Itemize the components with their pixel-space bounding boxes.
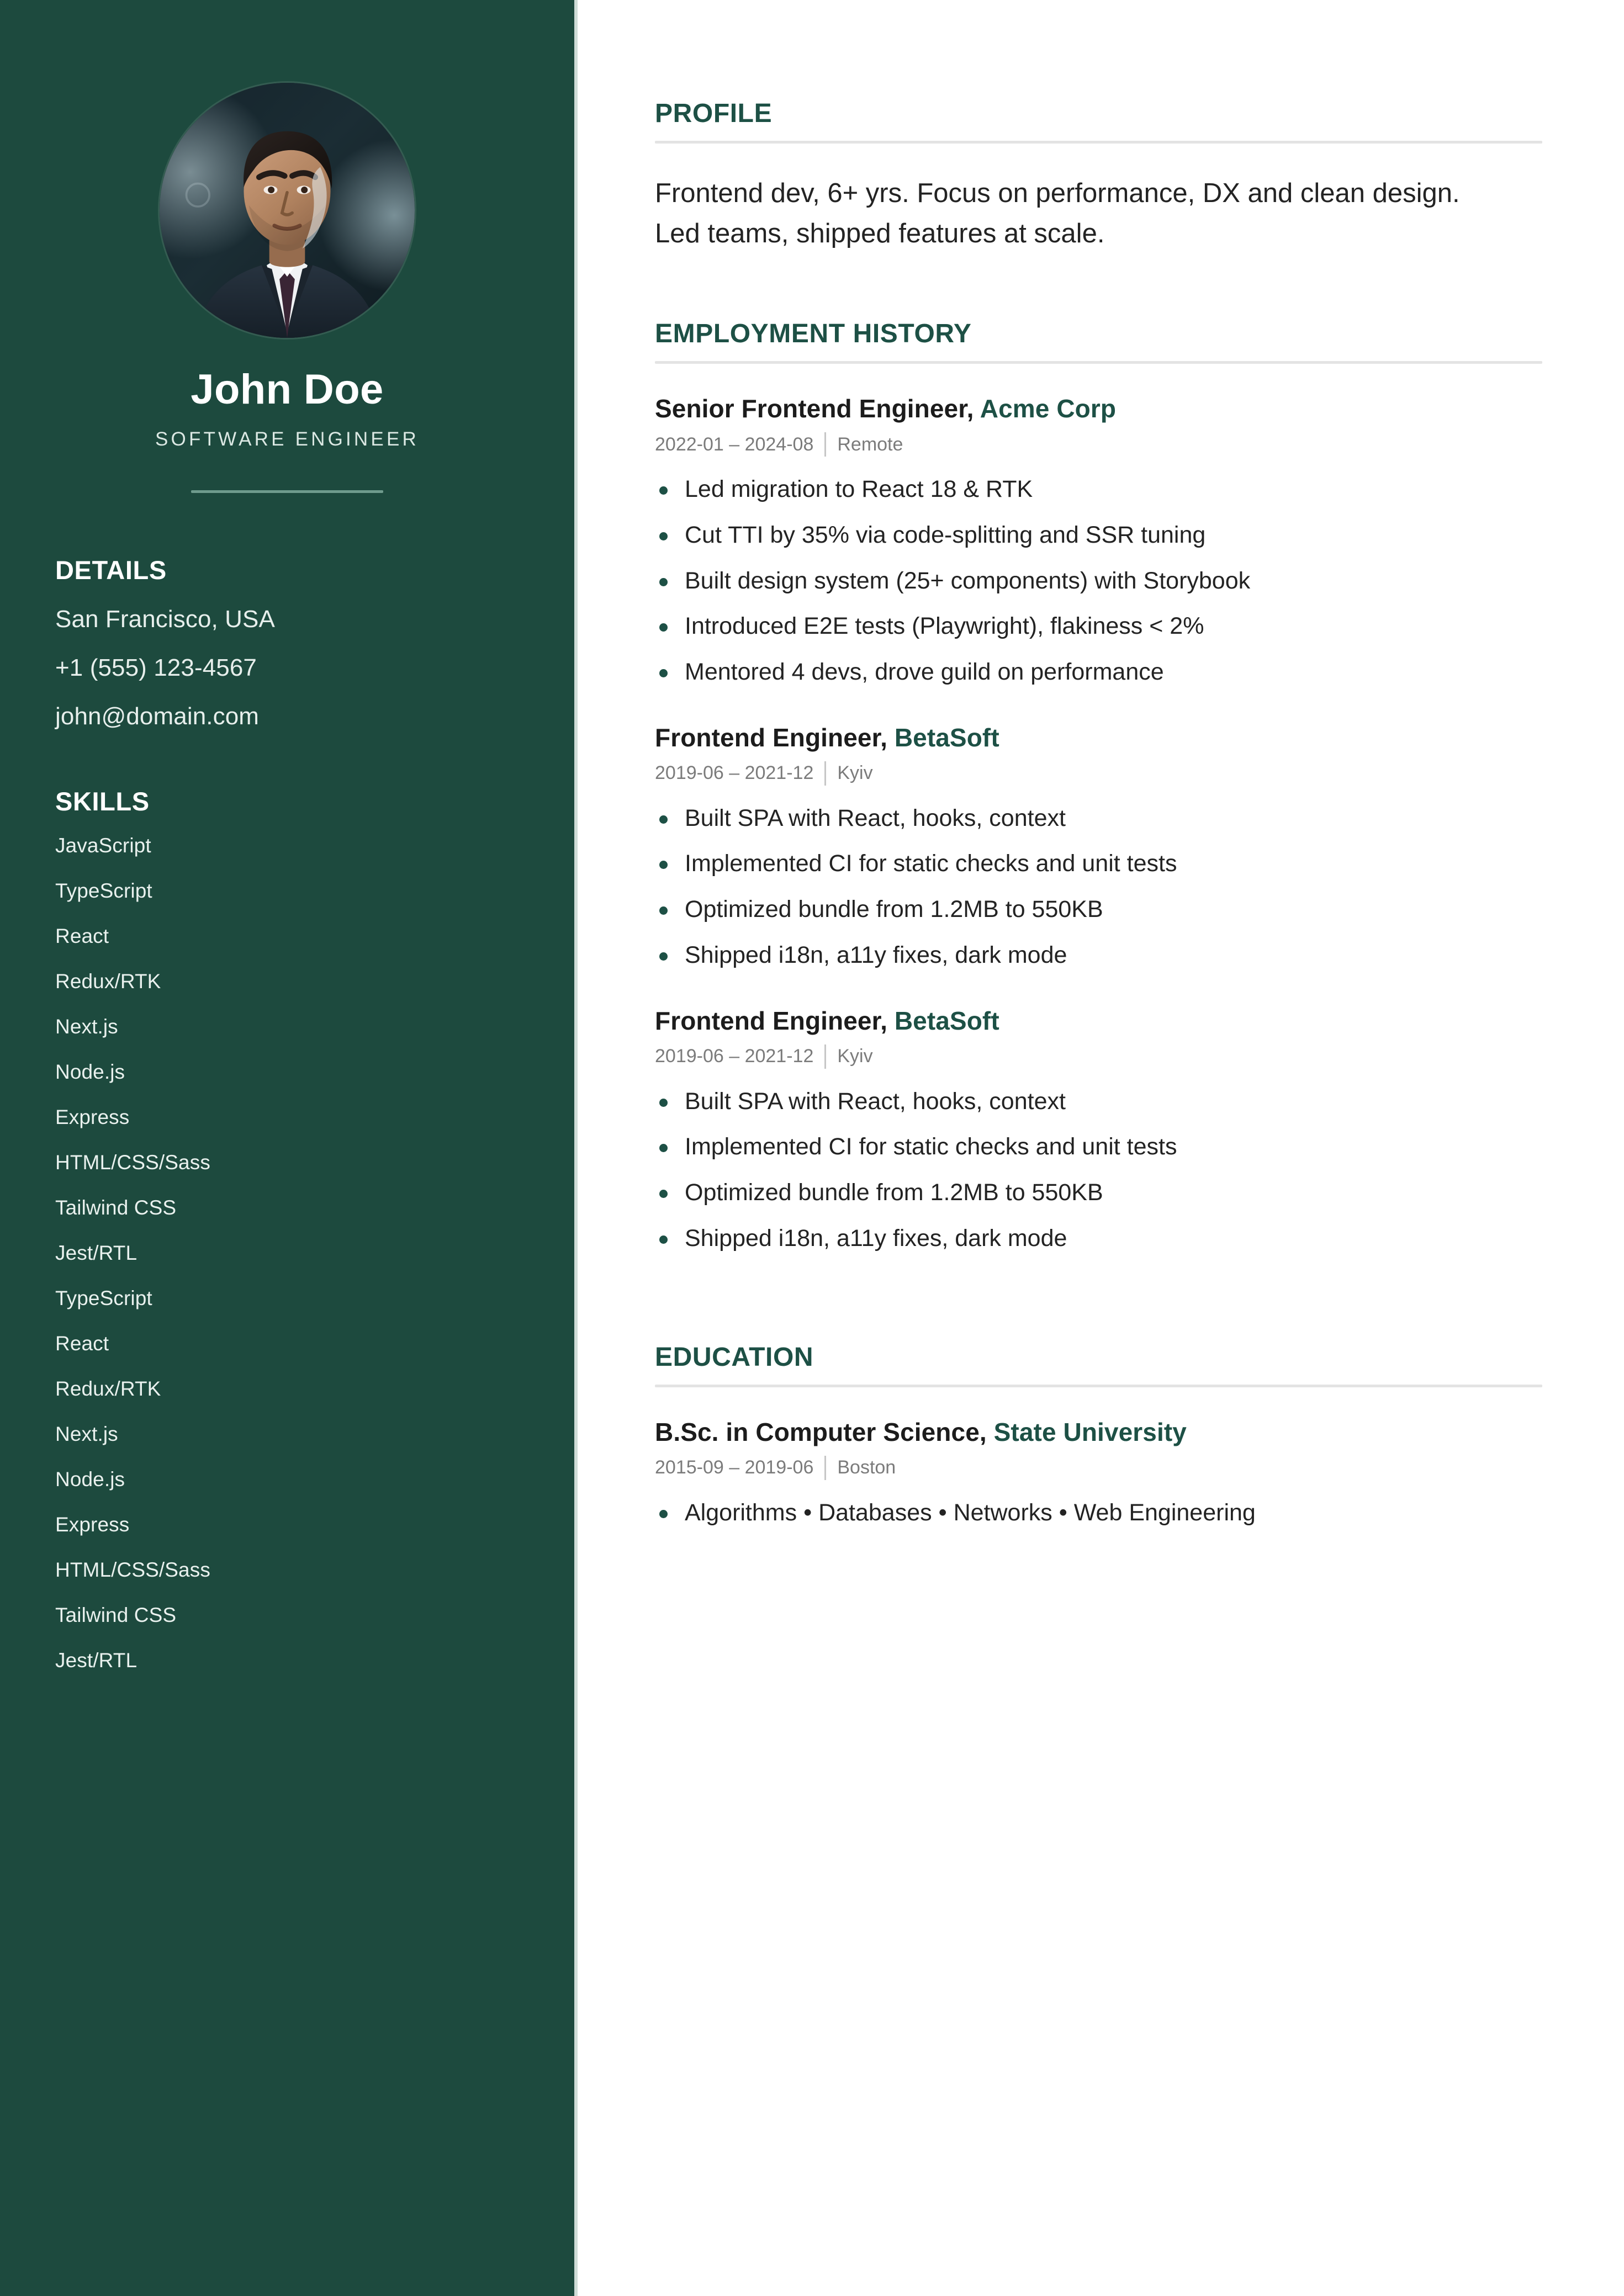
detail-email[interactable]: john@domain.com (55, 702, 260, 730)
skill-item: TypeScript (55, 879, 152, 902)
skill-item: Tailwind CSS (55, 1196, 177, 1219)
employment-entry-title (655, 723, 1542, 752)
skill-item: Next.js (55, 1422, 118, 1445)
profile-section (655, 98, 1542, 253)
skills-section (0, 786, 574, 1671)
employment-role: Frontend Engineer, (655, 1006, 895, 1035)
education-heading: EDUCATION (655, 1342, 814, 1372)
education-entry (655, 1417, 1542, 1527)
employment-entry (655, 723, 1542, 969)
education-entry-meta (655, 1456, 1542, 1480)
skill-item: HTML/CSS/Sass (55, 1558, 210, 1581)
meta-separator (824, 1044, 826, 1069)
avatar-photo-illustration (160, 83, 415, 338)
bullet-item: Implemented CI for static checks and unit tests (655, 850, 1542, 878)
skills-heading: SKILLS (55, 786, 150, 816)
skill-item: Redux/RTK (55, 969, 161, 993)
bullet-item: Cut TTI by 35% via code-splitting and SSR tuning (655, 521, 1542, 549)
name-divider (191, 490, 383, 493)
skill-item: Express (55, 1105, 130, 1128)
employment-bullets (655, 804, 1542, 969)
profile-text: Frontend dev, 6+ yrs. Focus on performance, DX and clean design. Led teams, shipped features at scale. (655, 178, 1460, 248)
bullet-item: Algorithms • Databases • Networks • Web Engineering (655, 1499, 1542, 1527)
bullet-item: Built SPA with React, hooks, context (655, 1088, 1542, 1116)
employment-location: Remote (837, 433, 903, 455)
skill-item: React (55, 924, 109, 947)
bullet-item: Led migration to React 18 & RTK (655, 475, 1542, 503)
spacer (655, 1289, 1542, 1342)
employment-entry (655, 1006, 1542, 1253)
bullet-item: Shipped i18n, a11y fixes, dark mode (655, 1224, 1542, 1253)
education-org: State University (993, 1417, 1187, 1446)
sidebar (0, 0, 578, 2296)
skill-item: TypeScript (55, 1286, 152, 1309)
education-degree: B.Sc. in Computer Science, (655, 1417, 994, 1446)
main-content (578, 0, 1624, 2296)
employment-entry-meta (655, 761, 1542, 786)
person-name: John Doe (191, 366, 384, 413)
bullet-item: Shipped i18n, a11y fixes, dark mode (655, 941, 1542, 969)
employment-entry-meta (655, 1044, 1542, 1069)
employment-entry (655, 394, 1542, 686)
employment-org: BetaSoft (894, 1006, 999, 1035)
employment-org: Acme Corp (980, 394, 1117, 423)
avatar (160, 83, 415, 338)
section-rule (655, 141, 1542, 144)
bullet-item: Introduced E2E tests (Playwright), flakiness < 2% (655, 612, 1542, 640)
skill-item: React (55, 1332, 109, 1355)
skill-item: Tailwind CSS (55, 1603, 177, 1626)
education-entry-title (655, 1417, 1542, 1447)
skill-item: Node.js (55, 1060, 125, 1083)
employment-entry-meta (655, 432, 1542, 457)
bullet-item: Optimized bundle from 1.2MB to 550KB (655, 1179, 1542, 1207)
employment-dates: 2019-06 – 2021-12 (655, 1046, 814, 1067)
employment-location: Kyiv (837, 762, 873, 784)
employment-heading: EMPLOYMENT HISTORY (655, 319, 972, 349)
education-bullets (655, 1499, 1542, 1527)
bullet-item: Built SPA with React, hooks, context (655, 804, 1542, 833)
skill-item: Jest/RTL (55, 1241, 137, 1264)
skill-item: Express (55, 1513, 130, 1536)
detail-location: San Francisco, USA (55, 605, 275, 633)
bullet-item: Built design system (25+ components) with Storybook (655, 567, 1542, 595)
skill-item: Next.js (55, 1015, 118, 1038)
employment-bullets (655, 475, 1542, 686)
bullet-item: Mentored 4 devs, drove guild on performance (655, 658, 1542, 686)
employment-section (655, 319, 1542, 1253)
avatar-wrap (0, 83, 574, 338)
employment-location: Kyiv (837, 1046, 873, 1067)
details-section (0, 555, 574, 729)
section-rule (655, 1385, 1542, 1387)
education-dates: 2015-09 – 2019-06 (655, 1457, 814, 1478)
employment-role: Senior Frontend Engineer, (655, 394, 980, 423)
bullet-item: Optimized bundle from 1.2MB to 550KB (655, 895, 1542, 924)
employment-dates: 2019-06 – 2021-12 (655, 762, 814, 784)
employment-entry-title (655, 394, 1542, 423)
section-rule (655, 361, 1542, 364)
employment-bullets (655, 1088, 1542, 1253)
employment-entry-title (655, 1006, 1542, 1036)
meta-separator (824, 432, 826, 457)
skill-item: Jest/RTL (55, 1648, 137, 1672)
skill-item: Node.js (55, 1467, 125, 1491)
skill-item: JavaScript (55, 834, 151, 857)
meta-separator (824, 1456, 826, 1480)
person-role: SOFTWARE ENGINEER (155, 428, 419, 450)
skill-item: Redux/RTK (55, 1377, 161, 1400)
profile-heading: PROFILE (655, 99, 773, 128)
employment-org: BetaSoft (894, 723, 999, 752)
education-section (655, 1342, 1542, 1527)
employment-role: Frontend Engineer, (655, 723, 895, 752)
skill-item: HTML/CSS/Sass (55, 1150, 210, 1174)
education-location: Boston (837, 1457, 896, 1478)
bullet-item: Implemented CI for static checks and unit tests (655, 1133, 1542, 1161)
detail-phone[interactable]: +1 (555) 123-4567 (55, 654, 257, 681)
spacer (655, 253, 1542, 319)
details-heading: DETAILS (55, 555, 167, 585)
meta-separator (824, 761, 826, 786)
employment-dates: 2022-01 – 2024-08 (655, 433, 814, 455)
